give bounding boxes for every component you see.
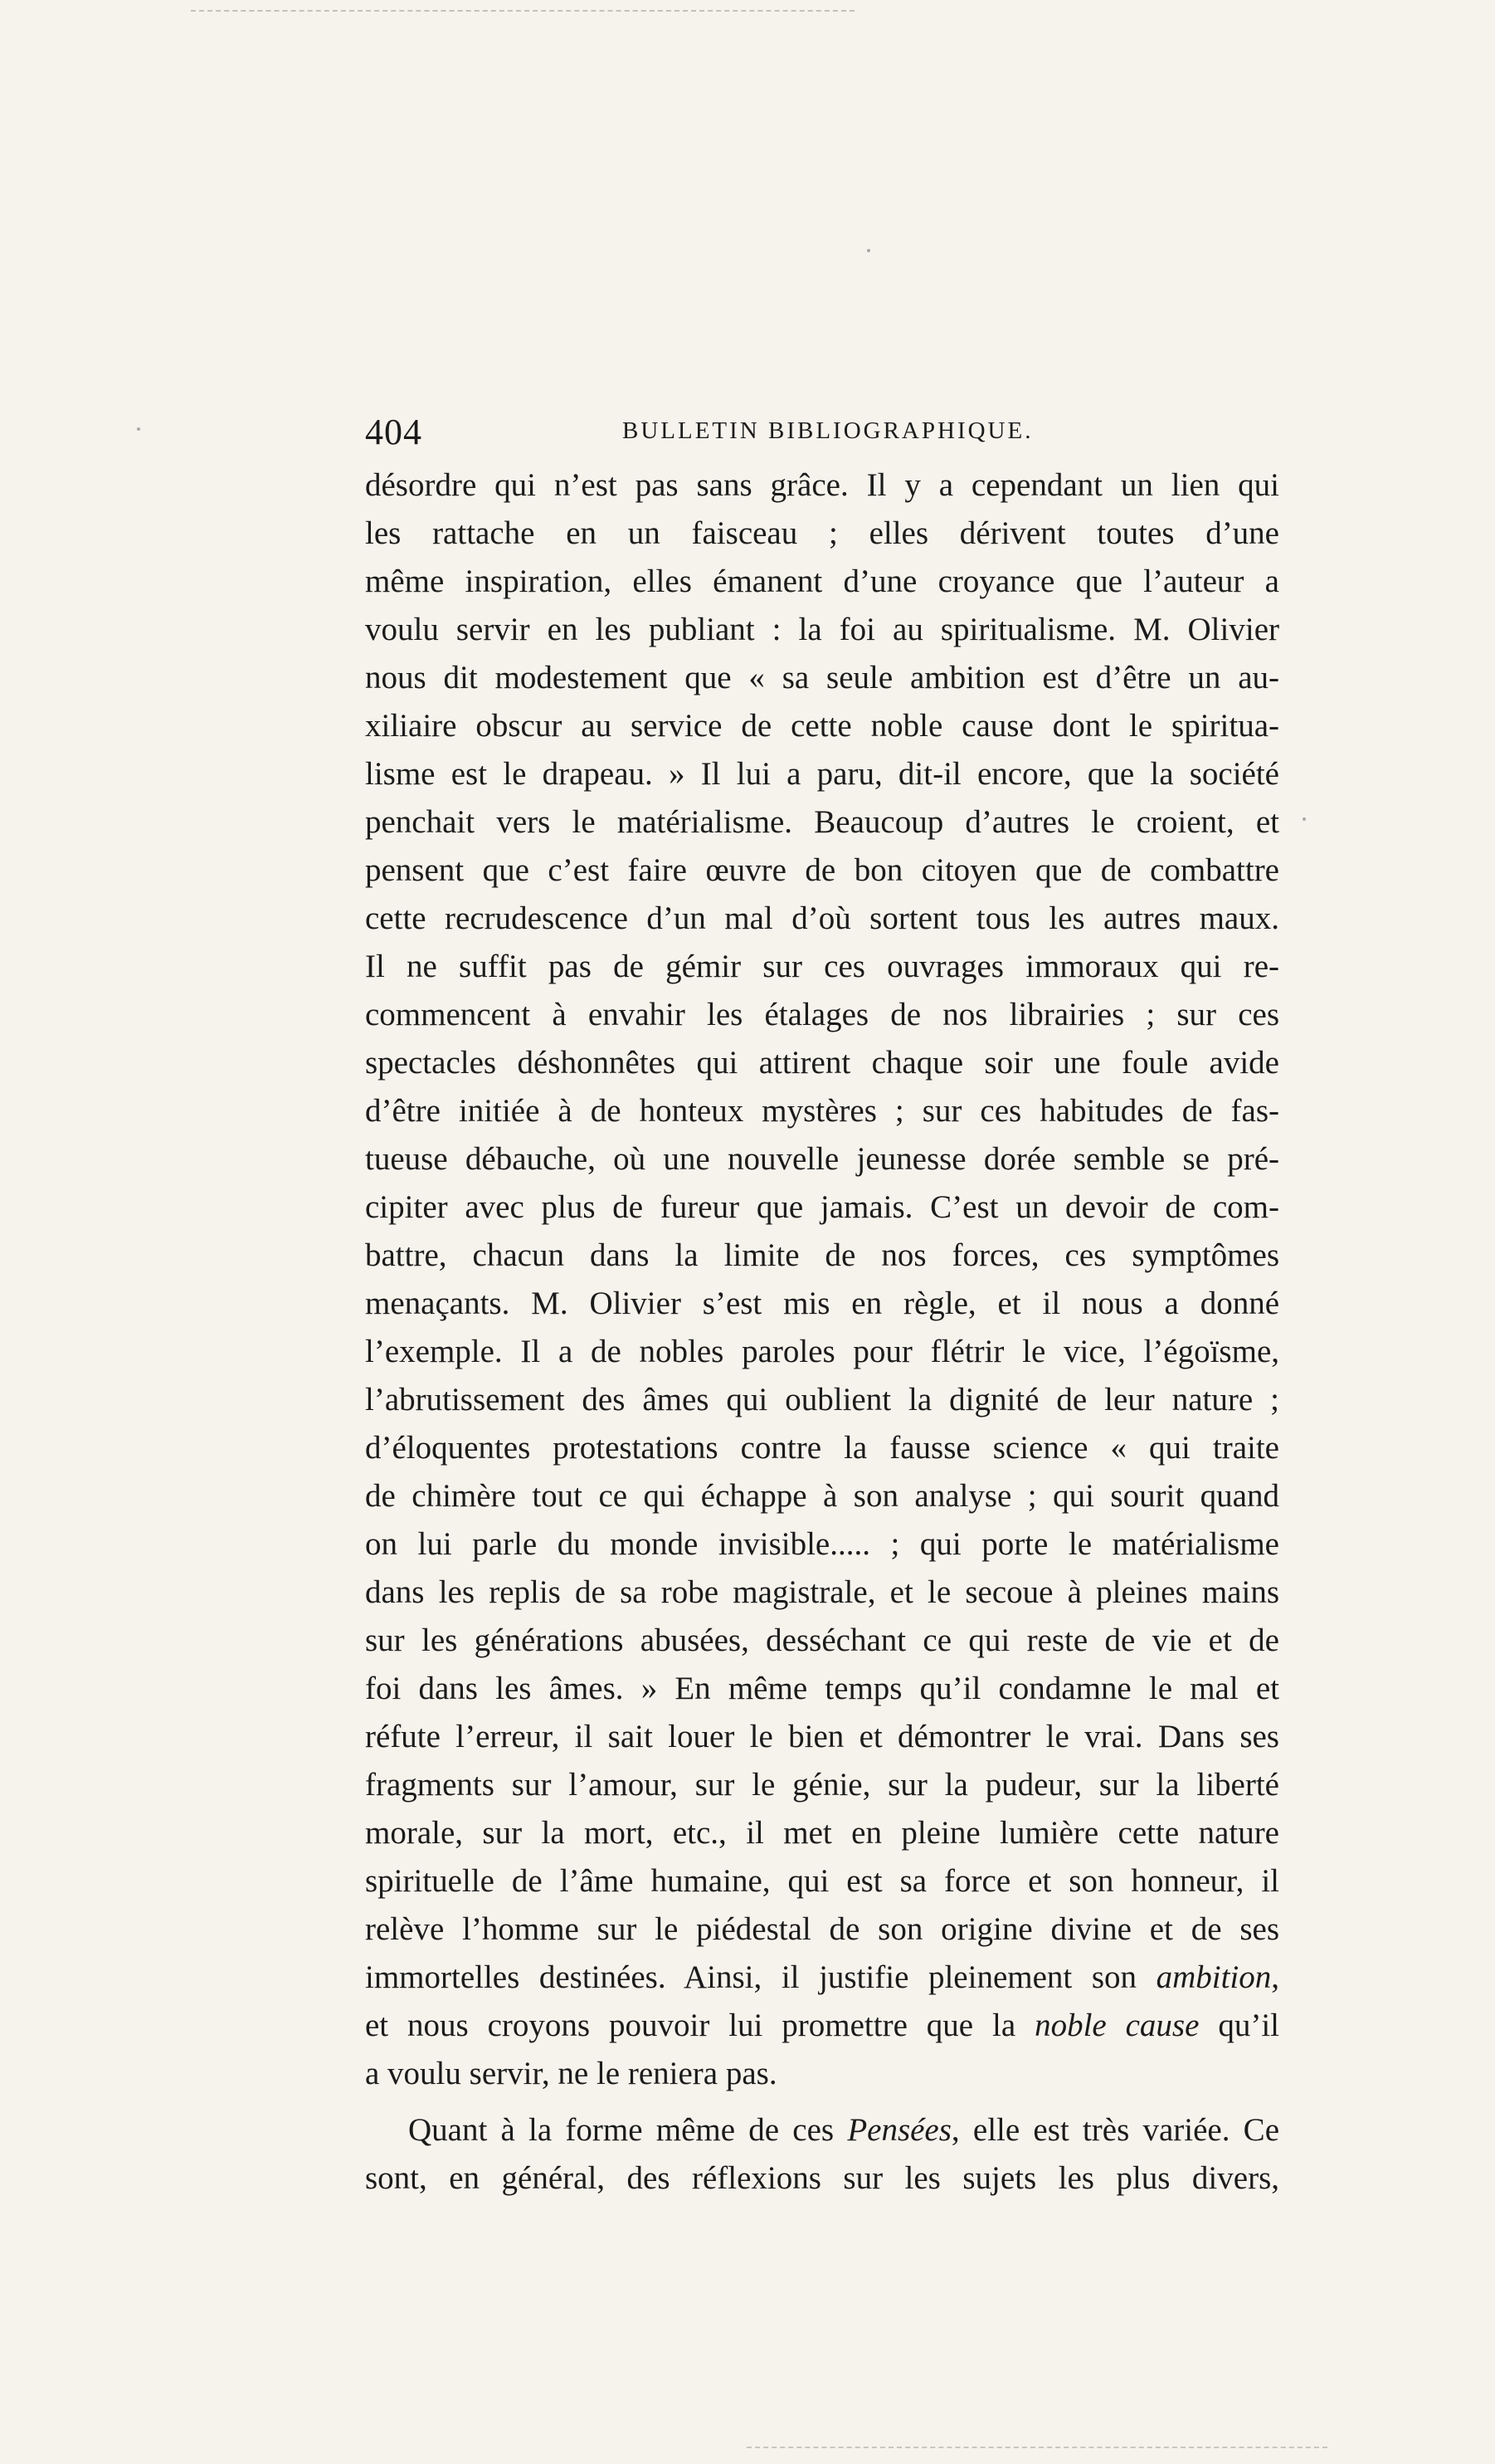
text-line: les rattache en un faisceau ; elles dérivent toutes d’une (365, 515, 1279, 551)
text-line: commencent à envahir les étalages de nos librairies ; sur ces (365, 997, 1279, 1032)
text-line: réfute l’erreur, il sait louer le bien et démontrer le vrai. Dans ses (365, 1719, 1279, 1754)
text-line: Il ne suffit pas de gémir sur ces ouvrages immoraux qui re- (365, 949, 1279, 984)
text-line: pensent que c’est faire œuvre de bon citoyen que de combattre (365, 852, 1279, 888)
text-line: d’être initiée à de honteux mystères ; sur ces habitudes de fas- (365, 1093, 1279, 1129)
text-line: voulu servir en les publiant : la foi au spiritualisme. M. Olivier (365, 612, 1279, 647)
text-line: sur les générations abusées, desséchant ce qui reste de vie et de (365, 1622, 1279, 1658)
text-line: l’exemple. Il a de nobles paroles pour flétrir le vice, l’égoïsme, (365, 1334, 1279, 1369)
text-line: menaçants. M. Olivier s’est mis en règle, et il nous a donné (365, 1286, 1279, 1321)
text-run: qu’il (1218, 2008, 1279, 2043)
text-line: battre, chacun dans la limite de nos forces, ces symptômes (365, 1237, 1279, 1273)
text-line: même inspiration, elles émanent d’une croyance que l’auteur a (365, 564, 1279, 599)
emphasis-noble-cause: noble cause (1035, 2008, 1200, 2043)
text-line: penchait vers le matérialisme. Beaucoup d’autres le croient, et (365, 804, 1279, 840)
text-line: dans les replis de sa robe magistrale, et le secoue à pleines mains (365, 1574, 1279, 1610)
text-line: sont, en général, des réflexions sur les sujets les plus divers, (365, 2160, 1279, 2196)
text-line: on lui parle du monde invisible..... ; qui porte le matérialisme (365, 1526, 1279, 1562)
scan-speck (137, 427, 140, 431)
text-run: immortelles destinées. Ainsi, il justifie pleinement son (365, 1959, 1137, 1995)
text-run: , elle est très variée. Ce (951, 2112, 1279, 2148)
text-line: l’abrutissement des âmes qui oublient la dignité de leur nature ; (365, 1382, 1279, 1417)
text-line: spirituelle de l’âme humaine, qui est sa force et son honneur, il (365, 1863, 1279, 1899)
emphasis-ambition: ambition (1156, 1959, 1272, 1995)
page-header (365, 411, 1311, 461)
text-line: tueuse débauche, où une nouvelle jeunesse dorée semble se pré- (365, 1141, 1279, 1177)
text-run: et nous croyons pouvoir lui promettre que la (365, 2008, 1016, 2043)
body-text (365, 461, 1279, 2203)
text-line-with-emphasis (365, 2106, 1279, 2154)
text-line: a voulu servir, ne le reniera pas. (365, 2056, 777, 2091)
page-number: 404 (365, 412, 422, 452)
text-line: d’éloquentes protestations contre la fausse science « qui traite (365, 1430, 1279, 1466)
running-title: BULLETIN BIBLIOGRAPHIQUE. (622, 417, 1034, 444)
scan-speck (867, 249, 870, 252)
text-line-with-emphasis (365, 1954, 1279, 2002)
text-line: foi dans les âmes. » En même temps qu’il condamne le mal et (365, 1671, 1279, 1706)
text-line: morale, sur la mort, etc., il met en pleine lumière cette nature (365, 1815, 1279, 1851)
text-line: nous dit modestement que « sa seule ambition est d’être un au- (365, 660, 1279, 695)
text-line: relève l’homme sur le piédestal de son origine divine et de ses (365, 1911, 1279, 1947)
emphasis-pensees: Pensées (847, 2112, 952, 2148)
text-run: , (1271, 1959, 1279, 1995)
text-line: lisme est le drapeau. » Il lui a paru, dit-il encore, que la société (365, 756, 1279, 792)
text-run: Quant à la forme même de ces (408, 2112, 835, 2148)
text-line: xiliaire obscur au service de cette noble cause dont le spiritua- (365, 708, 1279, 744)
scan-edge-top (191, 10, 855, 12)
text-line: désordre qui n’est pas sans grâce. Il y a cependant un lien qui (365, 467, 1279, 503)
text-line: de chimère tout ce qui échappe à son analyse ; qui sourit quand (365, 1478, 1279, 1514)
text-line-with-emphasis (365, 2002, 1279, 2050)
scan-speck (1303, 817, 1306, 821)
text-line: cette recrudescence d’un mal d’où sortent tous les autres maux. (365, 900, 1279, 936)
text-line: cipiter avec plus de fureur que jamais. C’est un devoir de com- (365, 1189, 1279, 1225)
text-line: fragments sur l’amour, sur le génie, sur la pudeur, sur la liberté (365, 1767, 1279, 1803)
scan-edge-bottom (747, 2447, 1327, 2448)
paragraph-gap (365, 2098, 1279, 2106)
text-line: spectacles déshonnêtes qui attirent chaque soir une foule avide (365, 1045, 1279, 1081)
